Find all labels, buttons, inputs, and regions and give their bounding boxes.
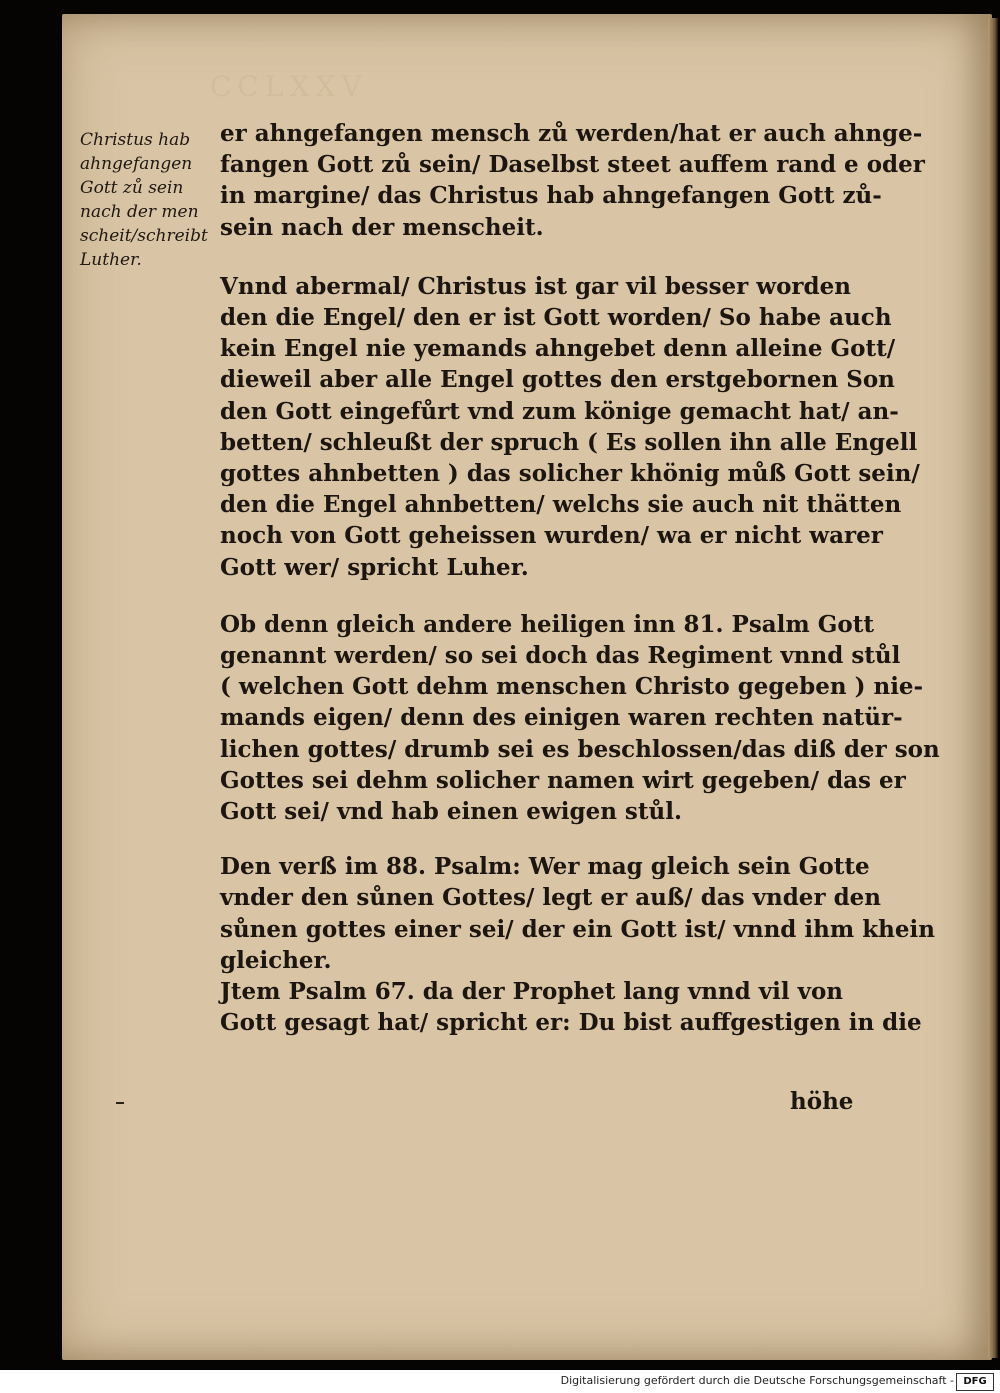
paragraph-1 bbox=[220, 118, 925, 243]
catchword: höhe bbox=[790, 1088, 854, 1115]
main-text bbox=[220, 118, 940, 1038]
text-line: Ob denn gleich andere heiligen inn 81. Psalm Gott bbox=[220, 610, 874, 638]
text-line: den die Engel/ den er ist Gott worden/ So habe auch bbox=[220, 304, 892, 332]
marginal-note bbox=[80, 128, 210, 272]
text-line: in margine/ das Christus hab ahngefangen Gott zů- bbox=[220, 182, 882, 210]
page-edge bbox=[988, 18, 998, 1358]
text-line: genannt werden/ so sei doch das Regiment vnnd stůl bbox=[220, 642, 901, 670]
text-line: Gott gesagt hat/ spricht er: Du bist auffgestigen in die bbox=[220, 1009, 922, 1037]
text-line: Gott sei/ vnd hab einen ewigen stůl. bbox=[220, 798, 682, 826]
text-line: den Gott eingefůrt vnd zum könige gemacht hat/ an- bbox=[220, 397, 899, 425]
marginal-line: Gott zů sein bbox=[80, 178, 184, 198]
paragraph-5 bbox=[220, 976, 922, 1038]
marginal-line: Luther. bbox=[80, 250, 142, 270]
marginal-line: scheit/schreibt bbox=[80, 226, 208, 246]
text-line: Gott wer/ spricht Luher. bbox=[220, 553, 529, 581]
text-line: sůnen gottes einer sei/ der ein Gott ist/ vnnd ihm khein bbox=[220, 915, 935, 943]
text-line: vnder den sůnen Gottes/ legt er auß/ das vnder den bbox=[220, 884, 882, 912]
paragraph-3 bbox=[220, 609, 940, 827]
text-line: Vnnd abermal/ Christus ist gar vil besser worden bbox=[220, 272, 851, 300]
text-line: noch von Gott geheissen wurden/ wa er nicht warer bbox=[220, 522, 883, 550]
footer-bar bbox=[0, 1370, 1000, 1393]
margin-mark bbox=[116, 1102, 124, 1104]
text-line: fangen Gott zů sein/ Daselbst steet auffem rand e oder bbox=[220, 151, 925, 179]
text-line: gottes ahnbetten ) das solicher khönig můß Gott sein/ bbox=[220, 460, 920, 488]
text-line: sein nach der menscheit. bbox=[220, 213, 544, 241]
text-line: dieweil aber alle Engel gottes den erstgebornen Son bbox=[220, 366, 895, 394]
marginal-line: Christus hab bbox=[80, 130, 191, 150]
text-line: mands eigen/ denn des einigen waren rechten natür- bbox=[220, 704, 903, 732]
text-line: gleicher. bbox=[220, 946, 332, 974]
text-line: Gottes sei dehm solicher namen wirt gegeben/ das er bbox=[220, 766, 906, 794]
paragraph-4 bbox=[220, 851, 935, 976]
text-line: Den verß im 88. Psalm: Wer mag gleich sein Gotte bbox=[220, 853, 870, 881]
page-header-bleed: CCLXXV bbox=[210, 70, 368, 103]
text-line: ( welchen Gott dehm menschen Christo gegeben ) nie- bbox=[220, 673, 924, 701]
marginal-line: ahngefangen bbox=[80, 154, 193, 174]
text-line: den die Engel ahnbetten/ welchs sie auch nit thätten bbox=[220, 491, 902, 519]
text-line: er ahngefangen mensch zů werden/hat er auch ahnge- bbox=[220, 120, 923, 147]
text-line: kein Engel nie yemands ahngebet denn alleine Gott/ bbox=[220, 335, 896, 363]
text-line: Jtem Psalm 67. da der Prophet lang vnnd vil von bbox=[220, 978, 844, 1006]
text-line: betten/ schleußt der spruch ( Es sollen ihn alle Engell bbox=[220, 428, 918, 456]
funding-notice: Digitalisierung gefördert durch die Deutsche Forschungsgemeinschaft - bbox=[560, 1374, 954, 1387]
dfg-logo: DFG bbox=[956, 1373, 994, 1391]
paragraph-2 bbox=[220, 271, 920, 583]
marginal-line: nach der men bbox=[80, 202, 199, 222]
text-line: lichen gottes/ drumb sei es beschlossen/das diß der son bbox=[220, 735, 940, 763]
